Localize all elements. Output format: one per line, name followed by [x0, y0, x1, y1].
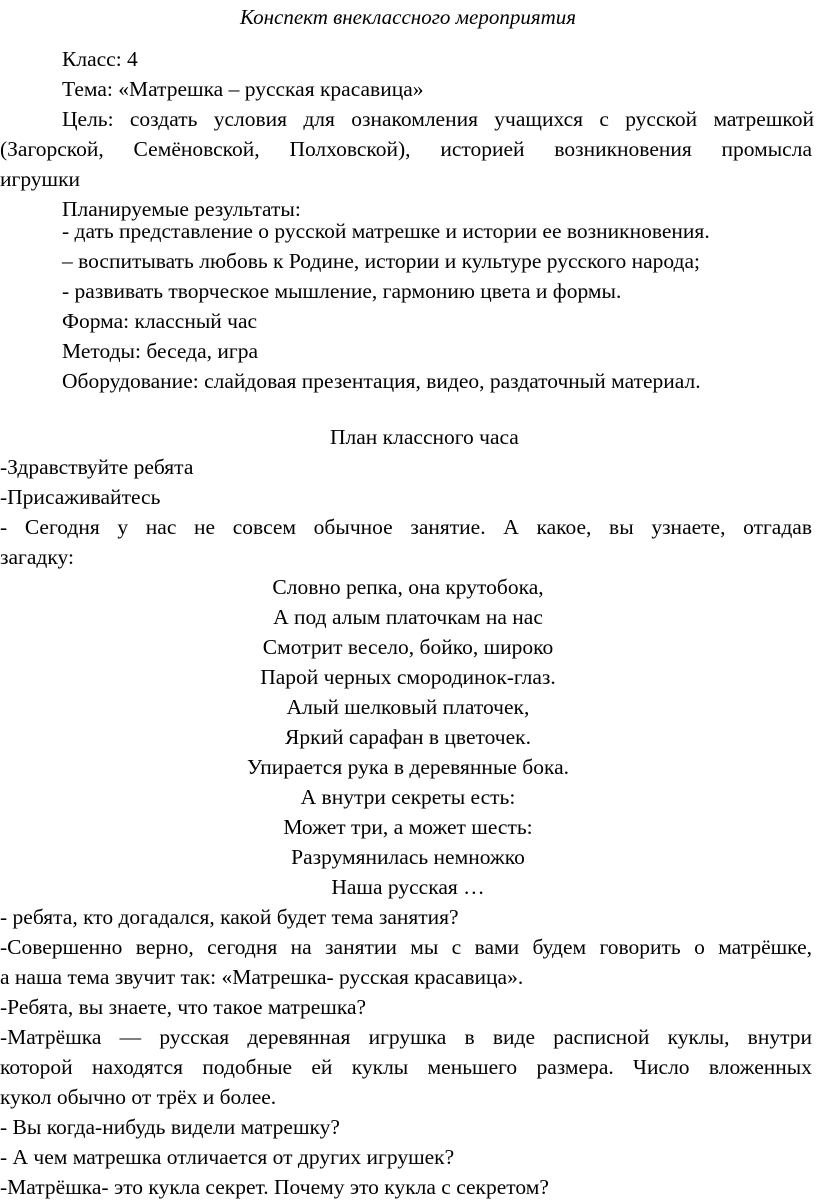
document-header: Конспект внеклассного мероприятия	[239, 5, 577, 29]
intro-line-1: -Здравствуйте ребята	[0, 455, 194, 479]
dialog-line-2: -Совершенно верно, сегодня на занятии мы с вами будем говорить о матрёшке,	[0, 935, 812, 959]
dialog-line-8: - Вы когда-нибудь видели матрешку?	[0, 1115, 340, 1139]
result-item-1: - дать представление о русской матрешке и истории ее возникновения.	[62, 219, 710, 243]
dialog-line-5: -Матрёшка — русская деревянная игрушка в виде расписной куклы, внутри	[0, 1025, 812, 1049]
riddle-line-4: Парой черных смородинок-глаз.	[260, 665, 556, 689]
dialog-line-4: -Ребята, вы знаете, что такое матрешка?	[0, 995, 367, 1019]
result-item-3: - развивать творческое мышление, гармонию цвета и формы.	[62, 279, 622, 303]
topic-line: Тема: «Матрешка – русская красавица»	[62, 77, 424, 101]
intro-line-4: загадку:	[0, 545, 74, 569]
goal-line-2: (Загорской, Семёновской, Полховской), историей возникновения промысла	[0, 137, 812, 161]
dialog-line-7: кукол обычно от трёх и более.	[0, 1085, 277, 1109]
goal-line-1: Цель: создать условия для ознакомления учащихся с русской матрешкой	[62, 107, 814, 131]
result-item-2: – воспитывать любовь к Родине, истории и культуре русского народа;	[62, 249, 700, 273]
riddle-line-5: Алый шелковый платочек,	[286, 695, 530, 719]
dialog-line-1: - ребята, кто догадался, какой будет тема занятия?	[0, 905, 459, 929]
riddle-line-11: Наша русская …	[331, 875, 485, 899]
riddle-line-8: А внутри секреты есть:	[300, 785, 516, 809]
goal-line-3: игрушки	[0, 167, 81, 191]
dialog-line-9: - А чем матрешка отличается от других игрушек?	[0, 1145, 455, 1169]
intro-line-3: - Сегодня у нас не совсем обычное занятие. А какое, вы узнаете, отгадав	[0, 515, 812, 539]
dialog-line-10: -Матрёшка- это кукла секрет. Почему это кукла с секретом?	[0, 1175, 549, 1199]
riddle-line-9: Может три, а может шесть:	[283, 815, 533, 839]
class-line: Класс: 4	[62, 47, 138, 71]
riddle-line-2: А под алым платочкам на нас	[273, 605, 543, 629]
riddle-line-3: Смотрит весело, бойко, широко	[262, 635, 554, 659]
plan-title: План классного часа	[330, 425, 519, 449]
form-line: Форма: классный час	[62, 309, 258, 333]
intro-line-2: -Присаживайтесь	[0, 485, 161, 509]
riddle-line-10: Разрумянилась немножко	[291, 845, 525, 869]
riddle-line-7: Упирается рука в деревянные бока.	[246, 755, 570, 779]
results-title: Планируемые результаты:	[62, 197, 301, 221]
dialog-line-6: которой находятся подобные ей куклы меньшего размера. Число вложенных	[0, 1055, 812, 1079]
riddle-line-6: Яркий сарафан в цветочек.	[284, 725, 531, 749]
dialog-line-3: а наша тема звучит так: «Матрешка- русская красавица».	[0, 965, 524, 989]
equipment-line: Оборудование: слайдовая презентация, видео, раздаточный материал.	[62, 369, 701, 393]
riddle-line-1: Словно репка, она крутобока,	[272, 575, 544, 599]
methods-line: Методы: беседа, игра	[62, 339, 258, 363]
